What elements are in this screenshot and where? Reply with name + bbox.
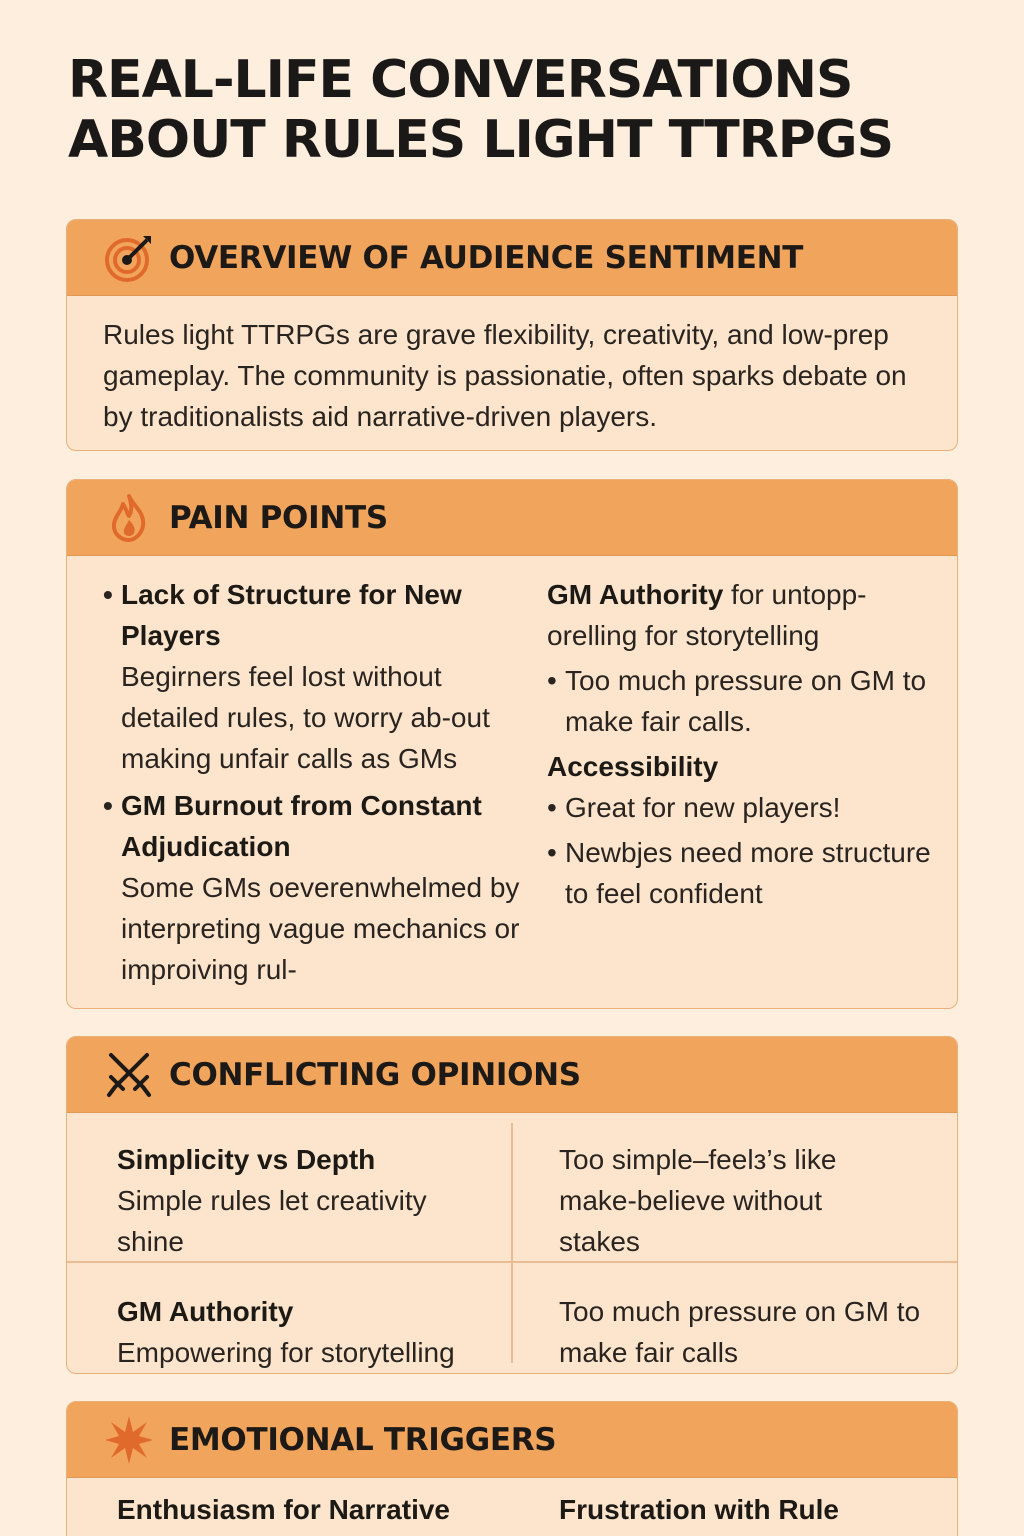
accessibility-title: Accessibility [547,751,719,782]
conflict-header [67,1037,957,1113]
accessibility-bullet: • Great for new players! [547,787,947,828]
opinion-pro-cell [117,1139,497,1262]
emotion-right: Frustration with Rule [559,1494,839,1525]
pain-heading: PAIN POINTS [169,499,388,536]
page-title [68,50,968,170]
opinion-con-cell [559,1291,939,1373]
pain-item [103,574,543,779]
opinion-con: Too much pressure on GM to make fair calls [559,1296,921,1368]
conflicting-opinions-card [66,1036,958,1374]
fire-icon [103,492,155,544]
opinion-con-cell [559,1139,899,1262]
pain-item-title: • GM Burnout from Constant Adjudication [121,790,482,862]
title-line-2: ABOUT RULES LIGHT TTRPGS [68,110,894,170]
emotion-heading: EMOTIONAL TRIGGERS [169,1421,557,1458]
target-icon [103,232,155,284]
opinion-pro: Simple rules let creativity shine [117,1185,427,1257]
gm-authority-line [547,574,947,656]
opinions-table [67,1113,958,1374]
pain-left-column [103,574,543,990]
column-divider [511,1123,513,1363]
overview-text: Rules light TTRPGs are grave flexibility, creativity, and low-prep gameplay. The community is passionatie, often sparks debate on by traditionalists aid narrative-driven players. [103,319,907,432]
emotional-triggers-card [66,1401,958,1536]
emotion-left: Enthusiasm for Narrative [117,1494,450,1525]
opinion-pro: Empowering for storytelling [117,1337,455,1368]
crossed-swords-icon [103,1049,155,1101]
gm-authority-bullet: • Too much pressure on GM to make fair calls. [547,660,947,742]
pain-header [67,480,957,556]
conflict-heading: CONFLICTING OPINIONS [169,1056,581,1093]
pain-right-column [547,574,947,914]
opinion-pro-cell [117,1291,507,1373]
gm-authority-text: for untopp-orelling for storytelling [547,579,867,651]
accessibility-bullet: • Newbjes need more structure to feel confident [547,832,947,914]
gm-authority-title: GM Authority [547,579,724,610]
pain-item-text: Begirners feel lost without detailed rules, to worry ab-out making unfair calls as GMs [121,661,490,774]
opinion-title: GM Authority [117,1296,294,1327]
pain-points-card [66,479,958,1009]
emotion-header [67,1402,957,1478]
pain-item-text: Some GMs oeverenwhelmed by interpreting vague mechanics or improiving rul- [121,872,520,985]
pain-item [103,785,543,990]
overview-heading: OVERVIEW OF AUDIENCE SENTIMENT [169,239,804,276]
opinion-con: Too simple–feelз’s like make-believe without stakes [559,1144,837,1257]
title-line-1: REAL-LIFE CONVERSATIONS [68,50,853,110]
starburst-icon [103,1414,155,1466]
overview-header [67,220,957,296]
opinion-title: Simplicity vs Depth [117,1144,376,1175]
pain-item-title: • Lack of Structure for New Players [121,579,462,651]
overview-card [66,219,958,451]
